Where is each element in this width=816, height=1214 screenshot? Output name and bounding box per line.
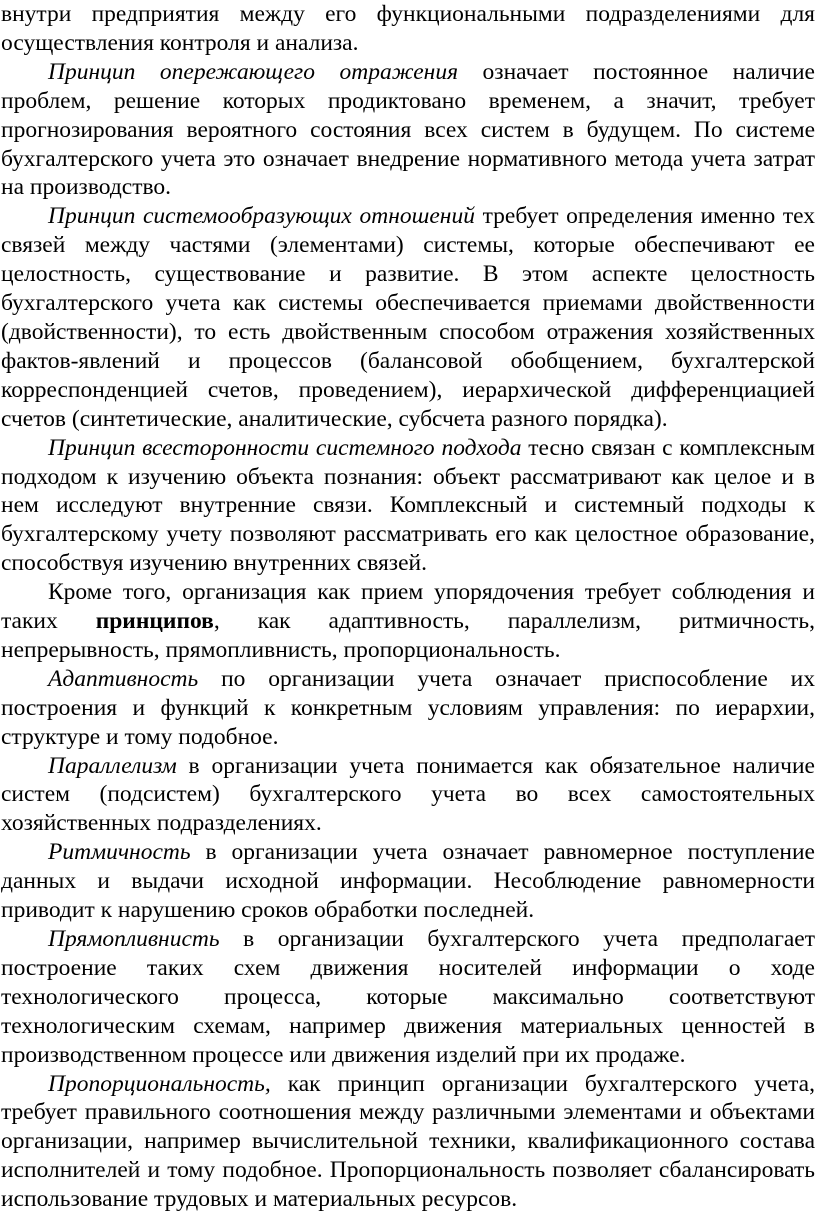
term-proportionality: Пропорциональность, [48,1070,271,1097]
paragraph-anticipatory-reflection [1,58,815,203]
term-adaptivity: Адаптивность [48,665,199,692]
term-rhythmicity: Ритмичность [48,839,191,866]
paragraph-text: означает постоянное наличие проблем, решение которых продиктовано временем, а значит, требует прогнозирования вероятного состояния всех систем в будущем. По системе бухгалтерского учета это означает внедрение нормативного метода учета затрат на производство. [1,58,815,201]
paragraph-parallelism [1,752,815,839]
paragraph-direct-flow [1,925,815,1070]
term-system-forming-relations: Принцип системообразующих отношений [48,203,475,230]
emphasis-principles: принципов [95,608,214,635]
paragraph-continuation [1,0,815,58]
paragraph-text: Кроме того, организация как прием упорядочения требует соблюдения и таких [1,579,815,635]
term-comprehensive-system-approach: Принцип всесторонности системного подхода [48,434,522,461]
paragraph-system-forming-relations [1,202,815,433]
paragraph-adaptivity [1,665,815,752]
paragraph-comprehensive-system-approach [1,434,815,579]
paragraph-text: требует определения именно тех связей между частями (элементами) системы, которые обеспечивают ее целостность, существование и развитие. В этом аспекте целостность бухгалтерского учета как системы обеспечивается приемами двойственности (двойственности), то есть двойственным способом отражения хозяйственных фактов-явлений и процессов (балансовой обобщением, бухгалтерской корреспонденцией счетов, проведением), иерархической дифференциацией счетов (синтетические, аналитические, субсчета разного порядка). [1,203,816,432]
paragraph-organization-principles [1,578,815,665]
paragraph-proportionality [1,1070,815,1214]
paragraph-text: внутри предприятия между его функциональными подразделениями для осуществления контроля и анализа. [1,1,815,56]
term-anticipatory-reflection: Принцип опережающего отражения [48,58,459,85]
paragraph-text: в организации учета понимается как обязательное наличие систем (подсистем) бухгалтерского учета во всех самостоятельных хозяйственных подразделениях. [1,752,815,837]
paragraph-rhythmicity [1,838,815,925]
paragraph-text: в организации учета означает равномерное поступление данных и выдачи исходной информации. Несоблюдение равномерности приводит к нарушению сроков обработки последней. [1,839,815,924]
paragraph-text: тесно связан с комплексным подходом к изучению объекта познания: объект рассматривают как целое и в нем исследуют внутренние связи. Комплексный и системный подходы к бухгалтерскому учету позволяют рассматривать его как целостное образование, способствуя изучению внутренних связей. [1,434,815,577]
term-parallelism: Параллелизм [48,752,177,779]
paragraph-text: в организации бухгалтерского учета предполагает построение таких схем движения носителей информации о ходе технологического процесса, которые максимально соответствуют технологическим схемам, например движения материальных ценностей в производственном процессе или движения изделий при их продаже. [1,926,815,1068]
paragraph-text: как принцип организации бухгалтерского учета, требует правильного соотношения между различными элементами и объектами организации, например вычислительной техники, квалификационного состава исполнителей и тому подобное. Пропорциональность позволяет сбалансировать использование трудовых и материальных ресурсов. [1,1070,815,1213]
paragraph-text: по организации учета означает приспособление их построения и функций к конкретным условиям управления: по иерархии, структуре и тому подобное. [1,665,815,750]
paragraph-text: , как адаптивность, параллелизм, ритмичность, непрерывность, прямопливнисть, пропорциональность. [1,608,816,663]
term-direct-flow: Прямопливнисть [48,926,220,952]
